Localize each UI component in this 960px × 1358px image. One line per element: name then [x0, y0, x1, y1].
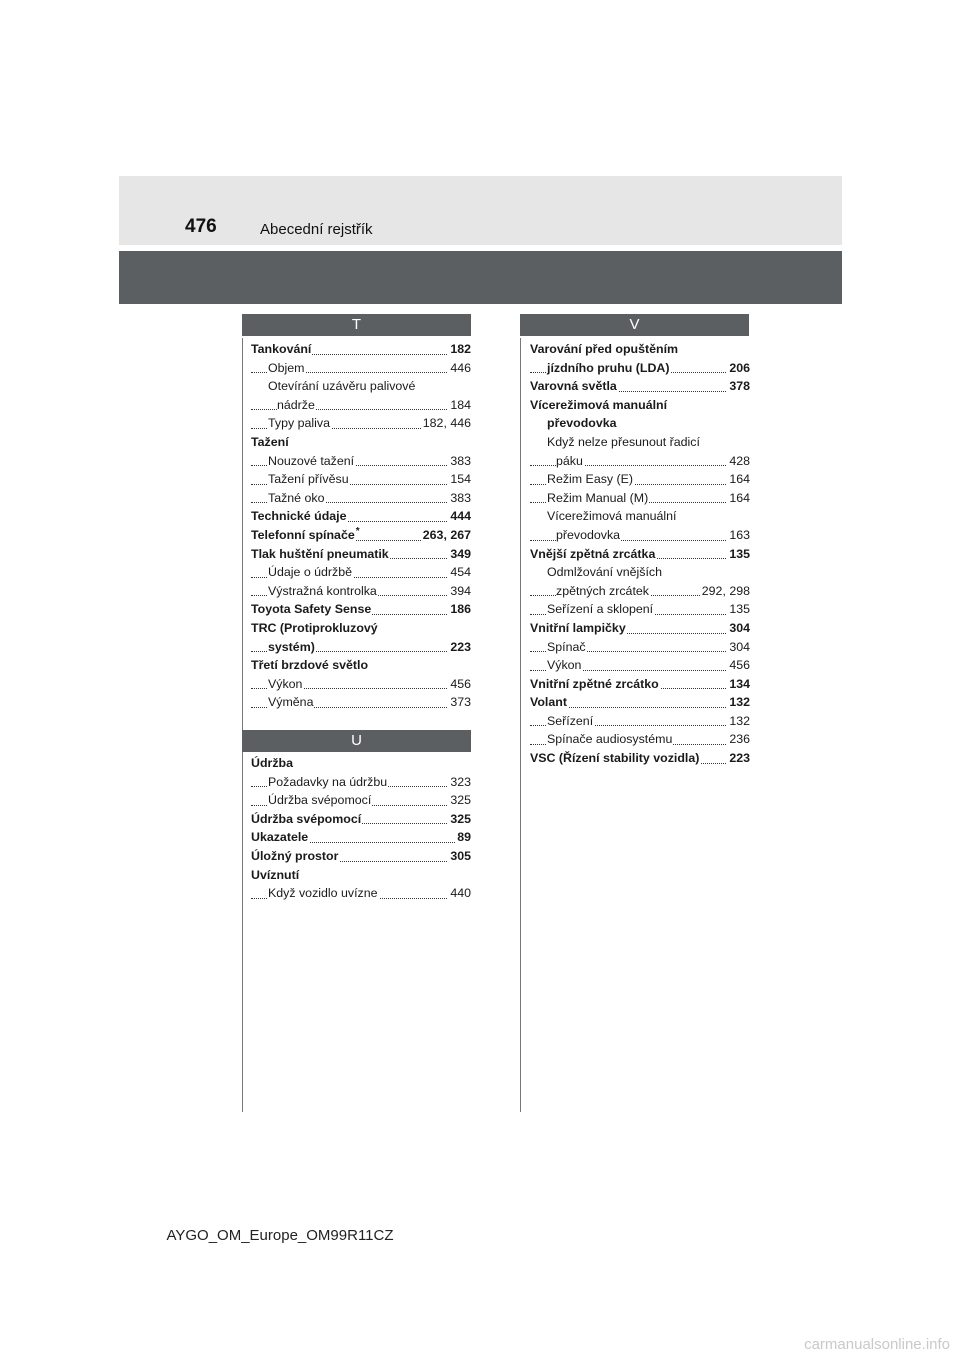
- section-header-u: U: [242, 730, 471, 752]
- index-entry-page: 383: [448, 452, 471, 471]
- index-entry[interactable]: [251, 433, 471, 452]
- index-entry-label: Vícerežimová manuální: [547, 509, 677, 524]
- index-entry-label: Toyota Safety Sense: [251, 602, 372, 617]
- index-entry-label: Když vozidlo uvízne: [268, 886, 378, 901]
- index-entry-label: Úložný prostor: [251, 848, 339, 863]
- index-entry[interactable]: [251, 810, 471, 829]
- index-entry[interactable]: [530, 638, 750, 657]
- index-entry-page: 154: [448, 470, 471, 489]
- index-entry[interactable]: [251, 452, 471, 471]
- index-entry-page: 456: [727, 656, 750, 675]
- index-entry[interactable]: [530, 452, 750, 471]
- index-entry[interactable]: [251, 526, 471, 545]
- index-entry-page: 182, 446: [421, 414, 471, 433]
- index-entry-label: Údaje o údržbě: [268, 565, 353, 580]
- index-entry-page: 223: [448, 638, 471, 657]
- index-entry-page: 223: [727, 749, 750, 768]
- index-entry[interactable]: [530, 749, 750, 768]
- index-entry[interactable]: [530, 582, 750, 601]
- index-entry[interactable]: [251, 693, 471, 712]
- index-entry[interactable]: [530, 563, 750, 582]
- index-entry-label: Vnější zpětná zrcátka: [530, 546, 656, 561]
- index-entry[interactable]: [251, 847, 471, 866]
- index-entry[interactable]: [530, 712, 750, 731]
- index-entry[interactable]: [251, 507, 471, 526]
- index-entry-label: Nouzové tažení: [268, 453, 355, 468]
- index-entry[interactable]: [530, 489, 750, 508]
- index-entry-page: 164: [727, 470, 750, 489]
- index-entry[interactable]: [530, 377, 750, 396]
- index-entry-label: Objem: [268, 360, 305, 375]
- index-entry-label: Seřízení a sklopení: [547, 602, 654, 617]
- section-header-t: T: [242, 314, 471, 336]
- index-entry[interactable]: [251, 773, 471, 792]
- index-entry[interactable]: [251, 638, 471, 657]
- index-list-v: [530, 340, 750, 768]
- index-entry[interactable]: [251, 884, 471, 903]
- index-list-u: [251, 754, 471, 903]
- index-entry-page: 304: [727, 638, 750, 657]
- index-entry-label: Tažení přívěsu: [268, 472, 349, 487]
- index-entry-label: Ukazatele: [251, 830, 309, 845]
- index-entry-label: TRC (Protiprokluzový: [251, 620, 378, 635]
- index-entry[interactable]: [251, 563, 471, 582]
- index-entry-page: 440: [448, 884, 471, 903]
- index-entry[interactable]: [530, 656, 750, 675]
- index-entry-page: 349: [448, 545, 471, 564]
- index-entry-label: Tažné oko: [268, 490, 325, 505]
- index-entry-label: jízdního pruhu (LDA): [547, 360, 670, 375]
- index-entry-label: nádrže: [277, 397, 315, 412]
- index-entry-page: 182: [448, 340, 471, 359]
- index-entry[interactable]: [530, 526, 750, 545]
- right-column-divider: [520, 338, 521, 1112]
- index-entry-label: Údržba: [251, 756, 293, 770]
- index-entry-page: 135: [727, 545, 750, 564]
- document-footer: AYGO_OM_Europe_OM99R11CZ: [166, 1227, 394, 1244]
- index-entry-label: Tlak huštění pneumatik: [251, 546, 389, 561]
- index-entry-label: páku: [556, 453, 583, 468]
- index-entry-page: 132: [727, 693, 750, 712]
- footnote-marker: *: [355, 525, 360, 537]
- header-band: [119, 176, 842, 245]
- index-entry-label: převodovka: [556, 527, 621, 542]
- index-entry[interactable]: [530, 693, 750, 712]
- index-entry-page: 292, 298: [700, 582, 750, 601]
- index-entry-page: 444: [448, 507, 471, 526]
- index-entry-label: Režim Manual (M): [547, 490, 649, 505]
- index-entry-label: Typy paliva: [268, 416, 330, 431]
- index-entry-label: Varování před opuštěním: [530, 342, 679, 356]
- index-entry[interactable]: [251, 600, 471, 619]
- index-entry-label: Výkon: [547, 658, 582, 673]
- index-entry-page: 89: [455, 828, 471, 847]
- index-list-t: [251, 340, 471, 712]
- index-entry-page: 454: [448, 563, 471, 582]
- index-entry-page: 394: [448, 582, 471, 601]
- index-entry[interactable]: [530, 340, 750, 359]
- index-entry-label: Technické údaje: [251, 509, 347, 524]
- section-header-v: V: [520, 314, 749, 336]
- index-entry-page: 373: [448, 693, 471, 712]
- index-entry[interactable]: [251, 545, 471, 564]
- index-entry-page: 456: [448, 675, 471, 694]
- index-entry[interactable]: [251, 866, 471, 885]
- index-entry-label: Telefonní spínače: [251, 527, 355, 542]
- index-entry[interactable]: [251, 359, 471, 378]
- index-entry[interactable]: [530, 730, 750, 749]
- index-entry-label: Seřízení: [547, 713, 594, 728]
- index-entry-label: zpětných zrcátek: [556, 583, 649, 598]
- index-entry-label: Výměna: [268, 695, 314, 710]
- index-entry[interactable]: [530, 675, 750, 694]
- left-column-divider: [242, 338, 243, 1112]
- index-entry-label: Údržba svépomocí: [251, 811, 362, 826]
- index-entry[interactable]: [251, 470, 471, 489]
- index-entry-label: Volant: [530, 695, 567, 710]
- index-entry-page: 305: [448, 847, 471, 866]
- index-entry-label: Výkon: [268, 676, 303, 691]
- index-entry-page: 134: [727, 675, 750, 694]
- index-entry-label: Uvíznutí: [251, 867, 300, 882]
- index-entry[interactable]: [251, 754, 471, 773]
- index-entry-page: 164: [727, 489, 750, 508]
- index-entry[interactable]: [251, 828, 471, 847]
- index-entry-label: Požadavky na údržbu: [268, 774, 388, 789]
- index-entry-label: Otevírání uzávěru palivové: [268, 379, 416, 394]
- index-entry-label: VSC (Řízení stability vozidla): [530, 751, 700, 766]
- index-entry[interactable]: [251, 489, 471, 508]
- index-entry-page: 186: [448, 600, 471, 619]
- index-entry[interactable]: [530, 507, 750, 526]
- index-entry-label: převodovka: [547, 416, 617, 431]
- index-entry-page: 304: [727, 619, 750, 638]
- index-entry-page: 325: [448, 810, 471, 829]
- index-entry-page: 184: [448, 396, 471, 415]
- index-entry[interactable]: [251, 396, 471, 415]
- index-entry-page: 378: [727, 377, 750, 396]
- index-entry[interactable]: [251, 656, 471, 675]
- index-entry-label: Vícerežimová manuální: [530, 397, 668, 412]
- index-entry-page: 135: [727, 600, 750, 619]
- index-entry[interactable]: [251, 414, 471, 433]
- page-number: 476: [185, 216, 217, 237]
- index-entry-label: Vnitřní zpětné zrcátko: [530, 676, 659, 691]
- index-entry[interactable]: [530, 600, 750, 619]
- index-entry-page: 383: [448, 489, 471, 508]
- index-entry[interactable]: [530, 433, 750, 452]
- index-entry-label: Tankování: [251, 342, 312, 356]
- index-entry-label: Údržba svépomocí: [268, 793, 372, 808]
- index-entry-label: Vnitřní lampičky: [530, 620, 626, 635]
- watermark: carmanualsonline.info: [804, 1336, 950, 1353]
- index-entry[interactable]: [251, 582, 471, 601]
- index-entry-label: Spínač: [547, 639, 586, 654]
- index-entry[interactable]: [530, 470, 750, 489]
- index-entry-page: 323: [448, 773, 471, 792]
- index-entry[interactable]: [251, 675, 471, 694]
- index-entry[interactable]: [251, 619, 471, 638]
- index-entry-page: 325: [448, 791, 471, 810]
- index-entry-label: Když nelze přesunout řadicí: [547, 434, 700, 449]
- index-entry-label: Třetí brzdové světlo: [251, 658, 369, 673]
- index-entry-label: Tažení: [251, 434, 289, 449]
- index-entry-page: 163: [727, 526, 750, 545]
- index-entry-label: Spínače audiosystému: [547, 732, 673, 747]
- index-entry-page: 236: [727, 730, 750, 749]
- index-entry[interactable]: [530, 414, 750, 433]
- section-title: Abecední rejstřík: [260, 221, 373, 238]
- index-entry-page: 428: [727, 452, 750, 471]
- index-entry-page: 263, 267: [421, 526, 471, 545]
- index-entry[interactable]: [530, 545, 750, 564]
- index-entry-page: 132: [727, 712, 750, 731]
- index-entry[interactable]: [530, 619, 750, 638]
- index-entry-label: systém): [268, 639, 315, 654]
- index-entry[interactable]: [530, 396, 750, 415]
- index-entry-label: Odmlžování vnějších: [547, 565, 663, 580]
- index-entry-page: 206: [727, 359, 750, 378]
- chapter-band: [119, 251, 842, 304]
- index-entry[interactable]: [530, 359, 750, 378]
- index-entry-label: Výstražná kontrolka: [268, 583, 377, 598]
- index-entry[interactable]: [251, 377, 471, 396]
- index-entry[interactable]: [251, 791, 471, 810]
- index-entry-page: 446: [448, 359, 471, 378]
- index-entry-label: Varovná světla: [530, 379, 617, 394]
- index-entry-label: Režim Easy (E): [547, 472, 634, 487]
- index-entry[interactable]: [251, 340, 471, 359]
